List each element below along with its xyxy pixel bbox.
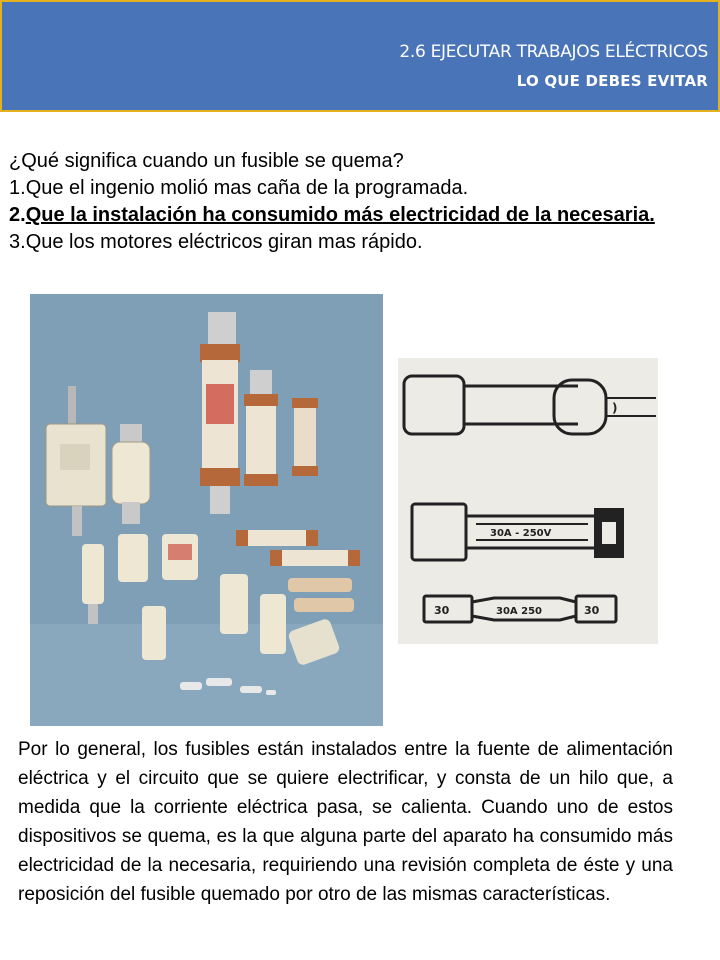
quiz-option-3: 3.Que los motores eléctricos giran mas rápido.: [9, 231, 423, 253]
section-subtitle: LO QUE DEBES EVITAR: [516, 72, 708, 90]
explanation-paragraph: Por lo general, los fusibles están instalados entre la fuente de alimentación eléctrica y el circuito que se quiere electrificar, y consta de un hilo que, a medida que la corriente eléctrica pasa, se calienta. Cuando uno de estos dispositivos se quema, es la que alguna parte del aparato ha consumido más electricidad de la necesaria, requiriendo una revisión completa de éste y una reposición del fusible quemado por otro de las mismas características.: [18, 739, 673, 905]
svg-text:): ): [612, 401, 618, 415]
fuse-diagram: [398, 358, 658, 644]
diagram-label-bottom-left: 30: [434, 604, 450, 617]
quiz-question: ¿Qué significa cuando un fusible se quema?: [9, 150, 404, 172]
header-banner: [0, 0, 720, 112]
diagram-label-top: 30A - 250V: [490, 528, 552, 539]
quiz-option-2-correct: 2.Que la instalación ha consumido más electricidad de la necesaria.: [9, 204, 655, 226]
section-title: 2.6 EJECUTAR TRABAJOS ELÉCTRICOS: [399, 42, 708, 62]
quiz: [9, 148, 709, 256]
diagram-label-bottom-right: 30: [584, 604, 600, 617]
diagram-label-bottom-mid: 30A 250: [496, 606, 543, 617]
fuses-photo: [30, 294, 383, 726]
quiz-option-1: 1.Que el ingenio molió mas caña de la programada.: [9, 177, 469, 199]
